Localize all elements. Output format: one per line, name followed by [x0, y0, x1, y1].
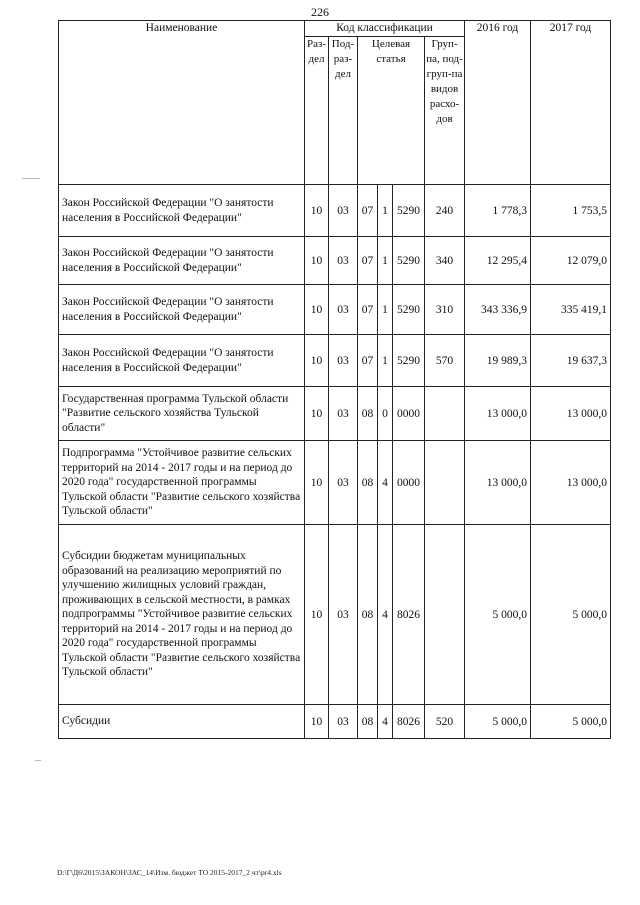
row-amount-2017: 12 079,0: [531, 237, 611, 285]
table-row: [59, 705, 611, 739]
row-target-program: 07: [358, 185, 378, 237]
row-razdel: 10: [305, 387, 329, 441]
row-target-subprogram: 4: [378, 705, 393, 739]
row-target-subprogram: 1: [378, 237, 393, 285]
row-name: Закон Российской Федерации "О занятости населения в Российской Федерации": [59, 285, 305, 335]
table-row: [59, 441, 611, 525]
row-podrazdel: 03: [329, 441, 358, 525]
row-target-direction: 5290: [393, 285, 425, 335]
row-amount-2017: 19 637,3: [531, 335, 611, 387]
row-amount-2017: 335 419,1: [531, 285, 611, 335]
row-razdel: 10: [305, 441, 329, 525]
row-razdel: 10: [305, 705, 329, 739]
row-amount-2017: 13 000,0: [531, 441, 611, 525]
row-expense-group: [425, 387, 465, 441]
column-header-podrazdel: Под-раз-дел: [329, 37, 358, 185]
row-podrazdel: 03: [329, 387, 358, 441]
row-razdel: 10: [305, 237, 329, 285]
row-amount-2017: 1 753,5: [531, 185, 611, 237]
column-header-code: Код классификации: [305, 21, 465, 37]
row-podrazdel: 03: [329, 335, 358, 387]
row-expense-group: 520: [425, 705, 465, 739]
row-amount-2016: 13 000,0: [465, 387, 531, 441]
row-name: Субсидии: [59, 705, 305, 739]
row-expense-group: 340: [425, 237, 465, 285]
row-target-subprogram: 4: [378, 441, 393, 525]
row-podrazdel: 03: [329, 185, 358, 237]
row-amount-2016: 13 000,0: [465, 441, 531, 525]
page-number: 226: [311, 5, 329, 19]
row-target-subprogram: 0: [378, 387, 393, 441]
row-razdel: 10: [305, 185, 329, 237]
table-row: [59, 185, 611, 237]
budget-table: [58, 20, 611, 739]
row-expense-group: 240: [425, 185, 465, 237]
column-header-name: Наименование: [59, 21, 305, 185]
row-expense-group: 310: [425, 285, 465, 335]
row-name: Закон Российской Федерации "О занятости населения в Российской Федерации": [59, 237, 305, 285]
column-header-2017: 2017 год: [531, 21, 611, 185]
row-razdel: 10: [305, 525, 329, 705]
row-expense-group: [425, 525, 465, 705]
row-amount-2017: 13 000,0: [531, 387, 611, 441]
row-name: Закон Российской Федерации "О занятости населения в Российской Федерации": [59, 185, 305, 237]
row-target-direction: 0000: [393, 387, 425, 441]
row-amount-2016: 5 000,0: [465, 525, 531, 705]
row-target-direction: 5290: [393, 237, 425, 285]
row-amount-2016: 5 000,0: [465, 705, 531, 739]
table-row: [59, 387, 611, 441]
row-target-direction: 8026: [393, 705, 425, 739]
table-row: [59, 237, 611, 285]
row-target-program: 08: [358, 387, 378, 441]
table-row: [59, 335, 611, 387]
row-razdel: 10: [305, 335, 329, 387]
row-podrazdel: 03: [329, 525, 358, 705]
row-target-direction: 0000: [393, 441, 425, 525]
row-podrazdel: 03: [329, 285, 358, 335]
row-amount-2016: 12 295,4: [465, 237, 531, 285]
row-target-subprogram: 1: [378, 185, 393, 237]
row-target-direction: 8026: [393, 525, 425, 705]
row-target-program: 07: [358, 285, 378, 335]
table-row: [59, 525, 611, 705]
row-amount-2016: 1 778,3: [465, 185, 531, 237]
column-header-target: Целевая статья: [358, 37, 425, 185]
scan-mark: [22, 178, 40, 179]
row-target-program: 07: [358, 335, 378, 387]
row-target-program: 07: [358, 237, 378, 285]
row-target-direction: 5290: [393, 185, 425, 237]
row-name: Субсидии бюджетам муниципальных образований на реализацию мероприятий по улучшению жилищных условий граждан, проживающих в сельской местности, в рамках подпрограммы "Устойчивое развитие сельских территорий на 2014 - 2017 годы и на период до 2020 года" государственной программы Тульской области "Развитие сельского хозяйства Тульской области": [59, 525, 305, 705]
row-amount-2016: 343 336,9: [465, 285, 531, 335]
column-header-group: Груп-па, под-груп-па видов расхо-дов: [425, 37, 465, 185]
row-razdel: 10: [305, 285, 329, 335]
row-name: Подпрограмма "Устойчивое развитие сельских территорий на 2014 - 2017 годы и на период до 2020 года" государственной программы Тульской области "Развитие сельского хозяйства Тульской области": [59, 441, 305, 525]
row-target-program: 08: [358, 525, 378, 705]
file-path-footer: D:\Г\Д6\2015\ЗАКОН\ЗАС_14\Изм. бюджет ТО 2015-2017_2 чт\pr4.xls: [57, 868, 282, 877]
table-row: [59, 285, 611, 335]
row-podrazdel: 03: [329, 237, 358, 285]
row-target-subprogram: 1: [378, 335, 393, 387]
row-name: Государственная программа Тульской области "Развитие сельского хозяйства Тульской области": [59, 387, 305, 441]
row-target-program: 08: [358, 705, 378, 739]
column-header-razdel: Раз-дел: [305, 37, 329, 185]
row-podrazdel: 03: [329, 705, 358, 739]
scan-mark: [35, 760, 41, 761]
row-expense-group: 570: [425, 335, 465, 387]
row-target-subprogram: 1: [378, 285, 393, 335]
column-header-2016: 2016 год: [465, 21, 531, 185]
row-amount-2017: 5 000,0: [531, 525, 611, 705]
row-amount-2016: 19 989,3: [465, 335, 531, 387]
row-target-subprogram: 4: [378, 525, 393, 705]
row-amount-2017: 5 000,0: [531, 705, 611, 739]
header-row-top: [59, 21, 611, 37]
row-expense-group: [425, 441, 465, 525]
row-target-direction: 5290: [393, 335, 425, 387]
row-target-program: 08: [358, 441, 378, 525]
row-name: Закон Российской Федерации "О занятости населения в Российской Федерации": [59, 335, 305, 387]
